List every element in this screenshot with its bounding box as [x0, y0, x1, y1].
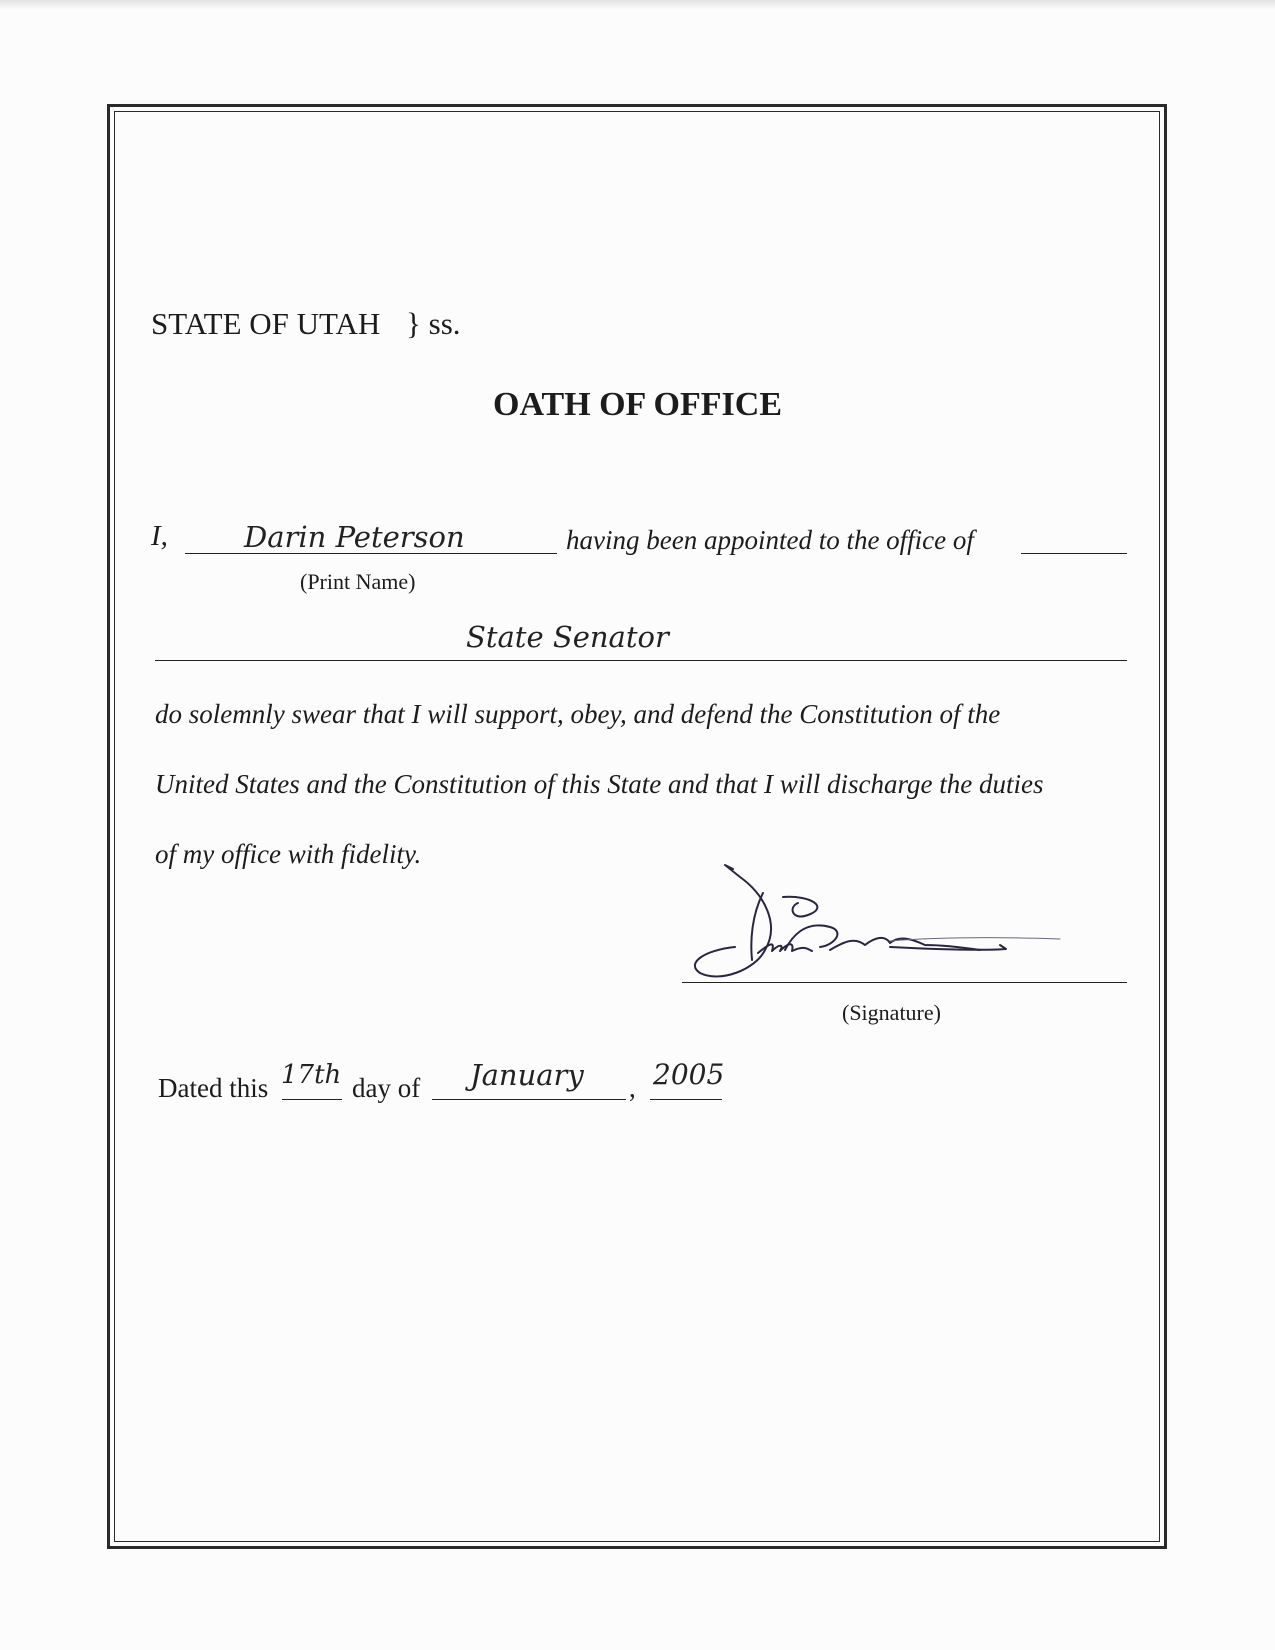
- month-underline: [432, 1099, 626, 1100]
- venue-suffix: } ss.: [406, 306, 461, 341]
- day-value: 17th: [281, 1060, 342, 1090]
- name-caption: (Print Name): [300, 569, 416, 594]
- year-value: 2005: [653, 1058, 725, 1091]
- oath-line-1: do solemnly swear that I will support, obey, and defend the Constitution of the: [155, 699, 1001, 729]
- oath-line-3: of my office with fidelity.: [155, 839, 422, 869]
- intro-text: I,: [151, 520, 168, 552]
- signature-caption: (Signature): [842, 1000, 941, 1025]
- document-title: OATH OF OFFICE: [493, 386, 782, 423]
- year-underline: [650, 1099, 722, 1100]
- scan-edge: [0, 0, 1275, 10]
- day-underline: [282, 1099, 342, 1100]
- oath-line-2: United States and the Constitution of this State and that I will discharge the duties: [155, 769, 1044, 799]
- dated-prefix: Dated this: [158, 1073, 269, 1103]
- day-of-text: day of: [352, 1073, 421, 1103]
- office-underline: [155, 660, 1127, 661]
- signature-underline: [682, 982, 1127, 983]
- office-value: State Senator: [466, 620, 669, 654]
- venue-state: STATE OF UTAH: [151, 306, 381, 341]
- month-value: January: [470, 1058, 584, 1092]
- name-value: Darin Peterson: [244, 520, 465, 554]
- appointed-text: having been appointed to the office of: [566, 525, 974, 555]
- date-comma: ,: [629, 1073, 636, 1103]
- office-underline-short: [1021, 553, 1127, 554]
- venue-line: [151, 306, 461, 342]
